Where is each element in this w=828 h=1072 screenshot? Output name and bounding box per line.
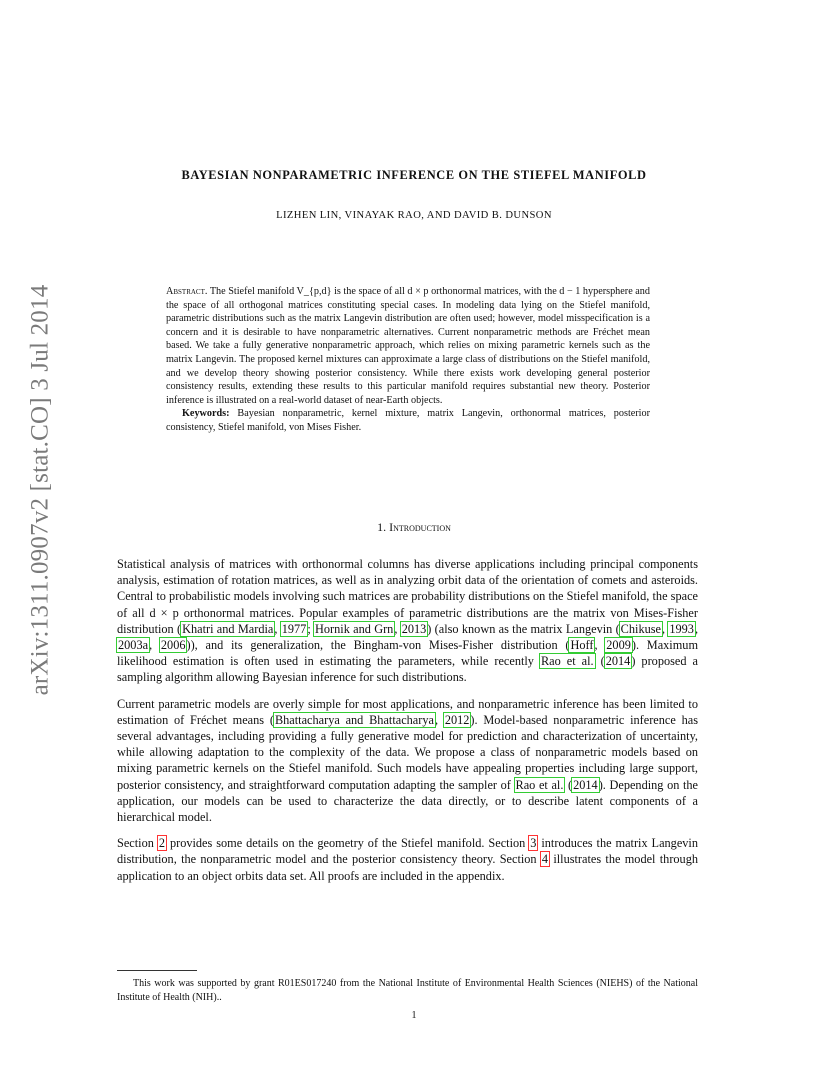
text-run: ) proposed a sampling algorithm allowing Bayesian inference for such distributions. bbox=[117, 654, 698, 685]
citation-link[interactable]: Hoff bbox=[570, 638, 594, 653]
text-run: Statistical analysis of matrices with orthonormal columns has diverse applications including principal components analysis, estimation of rotation matrices, as well as in analyzing orbit data of the orientation of comets and asteroids. Central to probabilistic models involving such matrices are probability distributions on the Stiefel manifold, the space of all d × p orthonormal matrices. Popular examples of parametric distributions are the matrix von Mises-Fisher distribution ( bbox=[117, 557, 698, 636]
text-run: ). Depending on the application, our models can be used to characterize the data directly, or to describe latent components of a hierarchical model. bbox=[117, 777, 699, 825]
paragraph-2 bbox=[117, 696, 698, 826]
section-title: Introduction bbox=[389, 520, 451, 534]
text-run: ( bbox=[594, 654, 605, 669]
section-ref-link[interactable]: 3 bbox=[530, 836, 537, 851]
paragraph-3 bbox=[117, 835, 698, 884]
body-text bbox=[117, 556, 698, 894]
text-run: ). Model-based nonparametric inference has several advantages, including providing a fully generative model for prediction and characterization of uncertainty, while allowing adaptation to the complexity of the data. We propose a class of nonparametric models based on mixing parametric kernels on the Stiefel manifold. Such models have appealing properties including large support, posterior consistency, and straightforward computation adapting the sampler of bbox=[117, 712, 698, 792]
citation-link[interactable]: Khatri and Mardia bbox=[182, 621, 274, 636]
citation-link[interactable]: 2003a bbox=[118, 638, 149, 653]
arxiv-identifier bbox=[22, 284, 58, 696]
paragraph-1 bbox=[117, 556, 698, 686]
abstract-label: Abstract. bbox=[166, 286, 208, 297]
section-heading bbox=[0, 520, 828, 535]
text-run: provides some details on the geometry of the Stiefel manifold. Section bbox=[166, 836, 530, 851]
text-run: ). Maximum likelihood estimation is often used in estimating the parameters, while recently bbox=[117, 638, 699, 669]
text-run: , bbox=[661, 621, 669, 636]
text-run: illustrates the model through application to an object orbits data set. All proofs are included in the appendix. bbox=[117, 852, 699, 883]
section-number: 1. bbox=[377, 520, 387, 534]
abstract-text: The Stiefel manifold V_{p,d} is the space of all d × p orthonormal matrices, with the d − 1 hypersphere and the space of all orthogonal matrices constituting special cases. In modeling data lying on the Stiefel manifold, parametric distributions such as the matrix Langevin distribution are often used; however, model misspecification is a concern and it is desirable to have nonparametric alternatives. Current nonparametric methods are Fréchet mean based. We take a fully generative nonparametric approach, which relies on mixing parametric kernels such as the matrix Langevin. The proposed kernel mixtures can approximate a large class of distributions on the Stiefel manifold, and we develop theory showing posterior consistency. While there exists work developing general posterior consistency results, extending these results to this particular manifold requires substantial new theory. Posterior inference is illustrated on a real-world dataset of near-Earth objects. bbox=[166, 286, 650, 406]
abstract bbox=[166, 285, 650, 435]
text-run: ) (also known as the matrix Langevin ( bbox=[427, 621, 620, 636]
footnote-rule bbox=[117, 970, 197, 971]
citation-link[interactable]: 2014 bbox=[573, 777, 598, 792]
text-run: ; bbox=[307, 621, 315, 636]
paper-authors: LIZHEN LIN, VINAYAK RAO, AND DAVID B. DUNSON bbox=[276, 210, 552, 221]
citation-link[interactable]: Bhattacharya and Bhattacharya bbox=[274, 712, 434, 727]
citation-link[interactable]: Rao et al. bbox=[515, 777, 564, 792]
arxiv-identifier-text: arXiv:1311.0907v2 [stat.CO] 3 Jul 2014 bbox=[26, 284, 53, 696]
citation-link[interactable]: 2012 bbox=[444, 712, 470, 727]
keywords-label: Keywords: bbox=[182, 408, 230, 420]
citation-link[interactable]: Rao et al. bbox=[540, 654, 594, 669]
citation-link[interactable]: 2006 bbox=[160, 638, 186, 653]
text-run: )), and its generalization, the Bingham-von Mises-Fisher distribution ( bbox=[186, 638, 570, 653]
citation-link[interactable]: 2014 bbox=[605, 654, 631, 669]
page-number: 1 bbox=[411, 1010, 417, 1021]
text-run: Current parametric models are overly simple for most applications, and nonparametric inference has been limited to estimation of Fréchet means ( bbox=[117, 696, 698, 727]
text-run: introduces the matrix Langevin distribution, the nonparametric model and the posterior consistency theory. Section bbox=[117, 836, 698, 867]
text-run: ( bbox=[564, 777, 573, 792]
footnote: This work was supported by grant R01ES017240 from the National Institute of Environmental Health Sciences (NIEHS) of the National Institute of Health (NIH).. bbox=[117, 978, 698, 1003]
text-run: Section bbox=[117, 836, 158, 851]
keywords bbox=[166, 407, 650, 434]
keywords-text: Bayesian nonparametric, kernel mixture, matrix Langevin, orthonormal matrices, posterior consistency, Stiefel manifold, von Mises Fisher. bbox=[166, 408, 651, 433]
citation-link[interactable]: 2009 bbox=[606, 638, 631, 653]
citation-link[interactable]: Hornik and Grn bbox=[315, 621, 394, 636]
text-run: , bbox=[594, 638, 606, 653]
citation-link[interactable]: 2013 bbox=[401, 621, 427, 636]
text-run: , bbox=[694, 621, 699, 636]
section-ref-link[interactable]: 4 bbox=[541, 852, 549, 867]
paper-title: BAYESIAN NONPARAMETRIC INFERENCE ON THE STIEFEL MANIFOLD bbox=[181, 168, 647, 182]
text-run: , bbox=[394, 621, 401, 636]
text-run: , bbox=[434, 712, 444, 727]
citation-link[interactable]: 1977 bbox=[281, 621, 307, 636]
citation-link[interactable]: 1993 bbox=[669, 621, 694, 636]
text-run: , bbox=[274, 621, 281, 636]
section-ref-link[interactable]: 2 bbox=[158, 836, 165, 851]
text-run: , bbox=[149, 638, 160, 653]
citation-link[interactable]: Chikuse bbox=[620, 621, 661, 636]
